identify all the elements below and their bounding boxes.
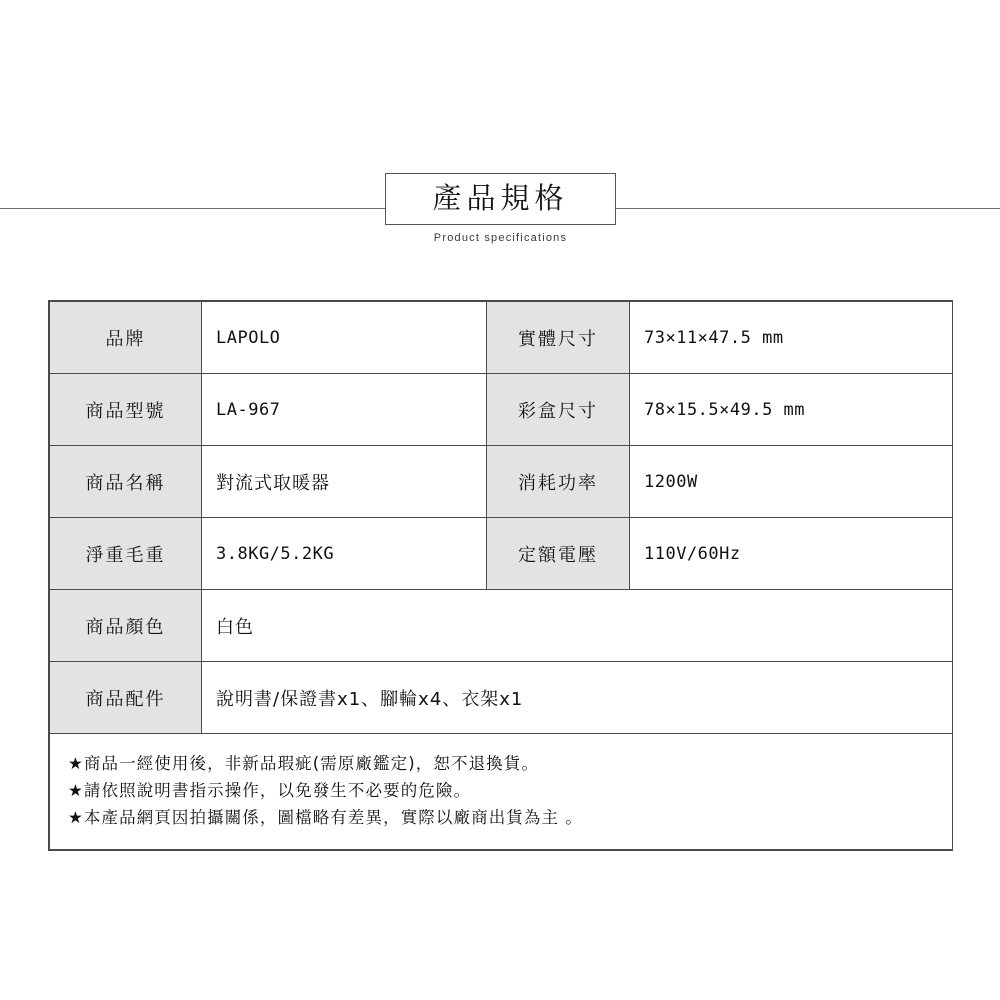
table-row [50,662,953,734]
spec-value: LAPOLO [202,302,487,374]
table-row [50,518,953,590]
table-row [50,590,953,662]
spec-value: 3.8KG/5.2KG [202,518,487,590]
spec-value: 73×11×47.5 mm [630,302,953,374]
page-title: 產品規格 [432,181,569,215]
table-row [50,302,953,374]
note-line: ★請依照說明書指示操作，以免發生不必要的危險。 [68,781,472,800]
spec-label: 消耗功率 [487,446,630,518]
spec-label: 彩盒尺寸 [487,374,630,446]
table-row [50,374,953,446]
table-row [50,446,953,518]
spec-label: 淨重毛重 [50,518,202,590]
spec-label: 定額電壓 [487,518,630,590]
notes-row [50,734,953,850]
spec-value: 說明書/保證書x1、腳輪x4、衣架x1 [202,662,953,734]
note-line: ★商品一經使用後，非新品瑕疵(需原廠鑑定)，恕不退換貨。 [68,754,539,773]
page-header [0,168,1000,258]
spec-value: 對流式取暖器 [202,446,487,518]
spec-label: 商品配件 [50,662,202,734]
spec-label: 實體尺寸 [487,302,630,374]
spec-value: 78×15.5×49.5 mm [630,374,953,446]
notes-block [50,734,953,850]
note-line: ★本產品網頁因拍攝關係，圖檔略有差異，實際以廠商出貨為主 。 [68,808,584,827]
page-subtitle: Product specifications [433,232,568,244]
spec-label: 商品名稱 [50,446,202,518]
spec-value: 白色 [202,590,953,662]
spec-label: 品牌 [50,302,202,374]
spec-label: 商品型號 [50,374,202,446]
spec-value: 1200W [630,446,953,518]
spec-value: 110V/60Hz [630,518,953,590]
specification-table [48,300,953,851]
spec-label: 商品顏色 [50,590,202,662]
spec-value: LA-967 [202,374,487,446]
